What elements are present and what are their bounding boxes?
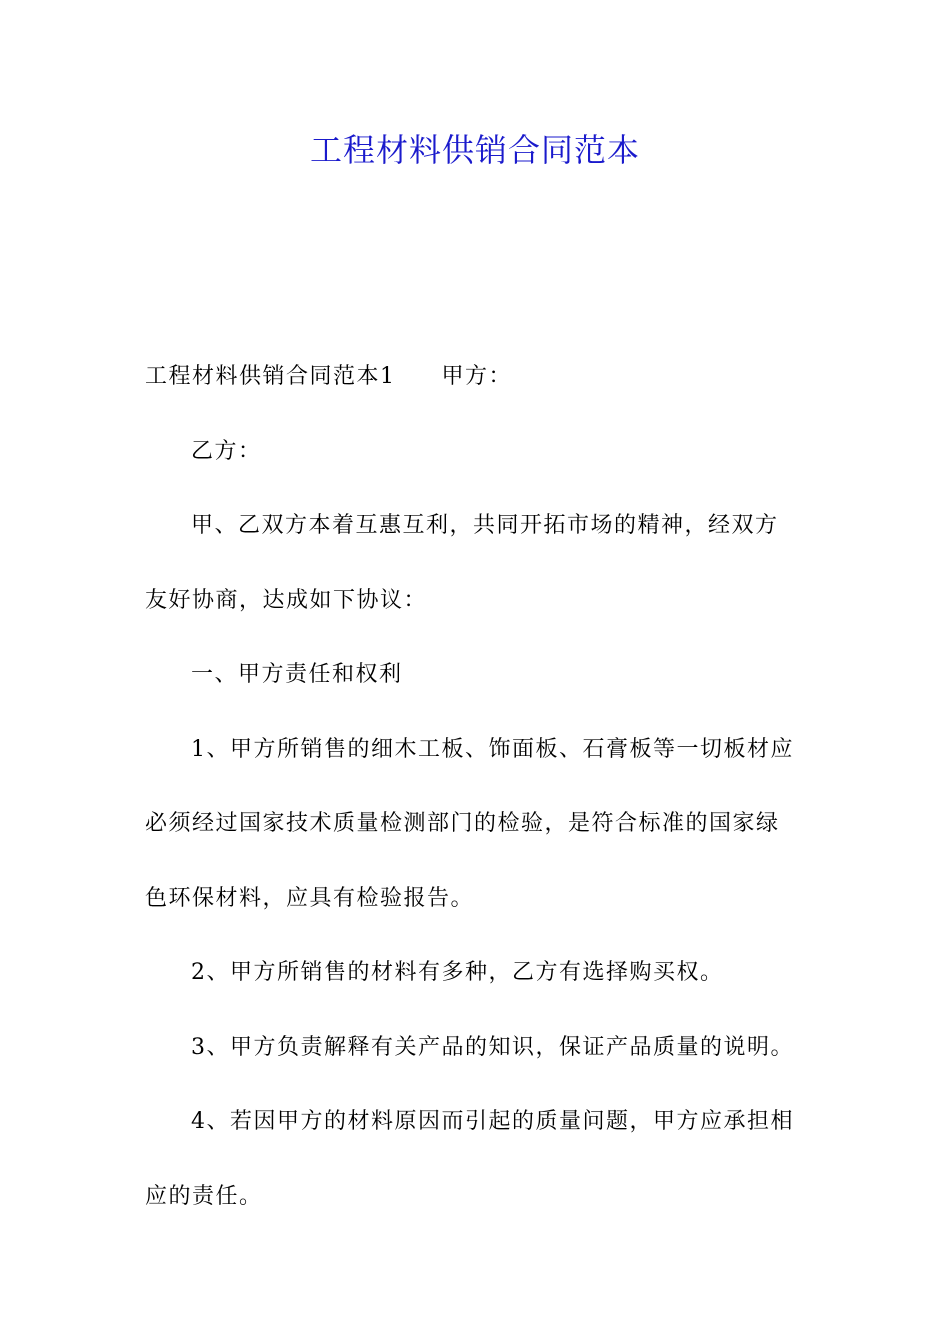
item-2: 2、甲方所销售的材料有多种，乙方有选择购买权。 [191, 960, 724, 985]
section-1-title: 一、甲方责任和权利 [191, 662, 403, 687]
party-a-label: 甲方： [441, 364, 513, 389]
item-1-line-2: 必须经过国家技术质量检测部门的检验，是符合标准的国家绿 [145, 811, 780, 836]
item-4-line-2: 应的责任。 [145, 1183, 263, 1209]
intro-line-2: 友好协商，达成如下协议： [145, 587, 428, 613]
intro-line-1: 甲、乙双方本着互惠互利，共同开拓市场的精神，经双方 [191, 513, 779, 538]
item-4-line-1: 4、若因甲方的材料原因而引起的质量问题，甲方应承担相 [191, 1109, 794, 1134]
document-body [145, 340, 815, 1234]
party-b-label: 乙方： [191, 438, 262, 464]
section-label: 工程材料供销合同范本1 [145, 364, 396, 389]
heading-line [145, 340, 815, 415]
document-title: 工程材料供销合同范本 [309, 131, 640, 169]
item-3: 3、甲方负责解释有关产品的知识，保证产品质量的说明。 [191, 1034, 794, 1060]
item-1-line-1: 1、甲方所销售的细木工板、饰面板、石膏板等一切板材应 [191, 736, 794, 762]
item-1-line-3: 色环保材料，应具有检验报告。 [145, 885, 475, 911]
